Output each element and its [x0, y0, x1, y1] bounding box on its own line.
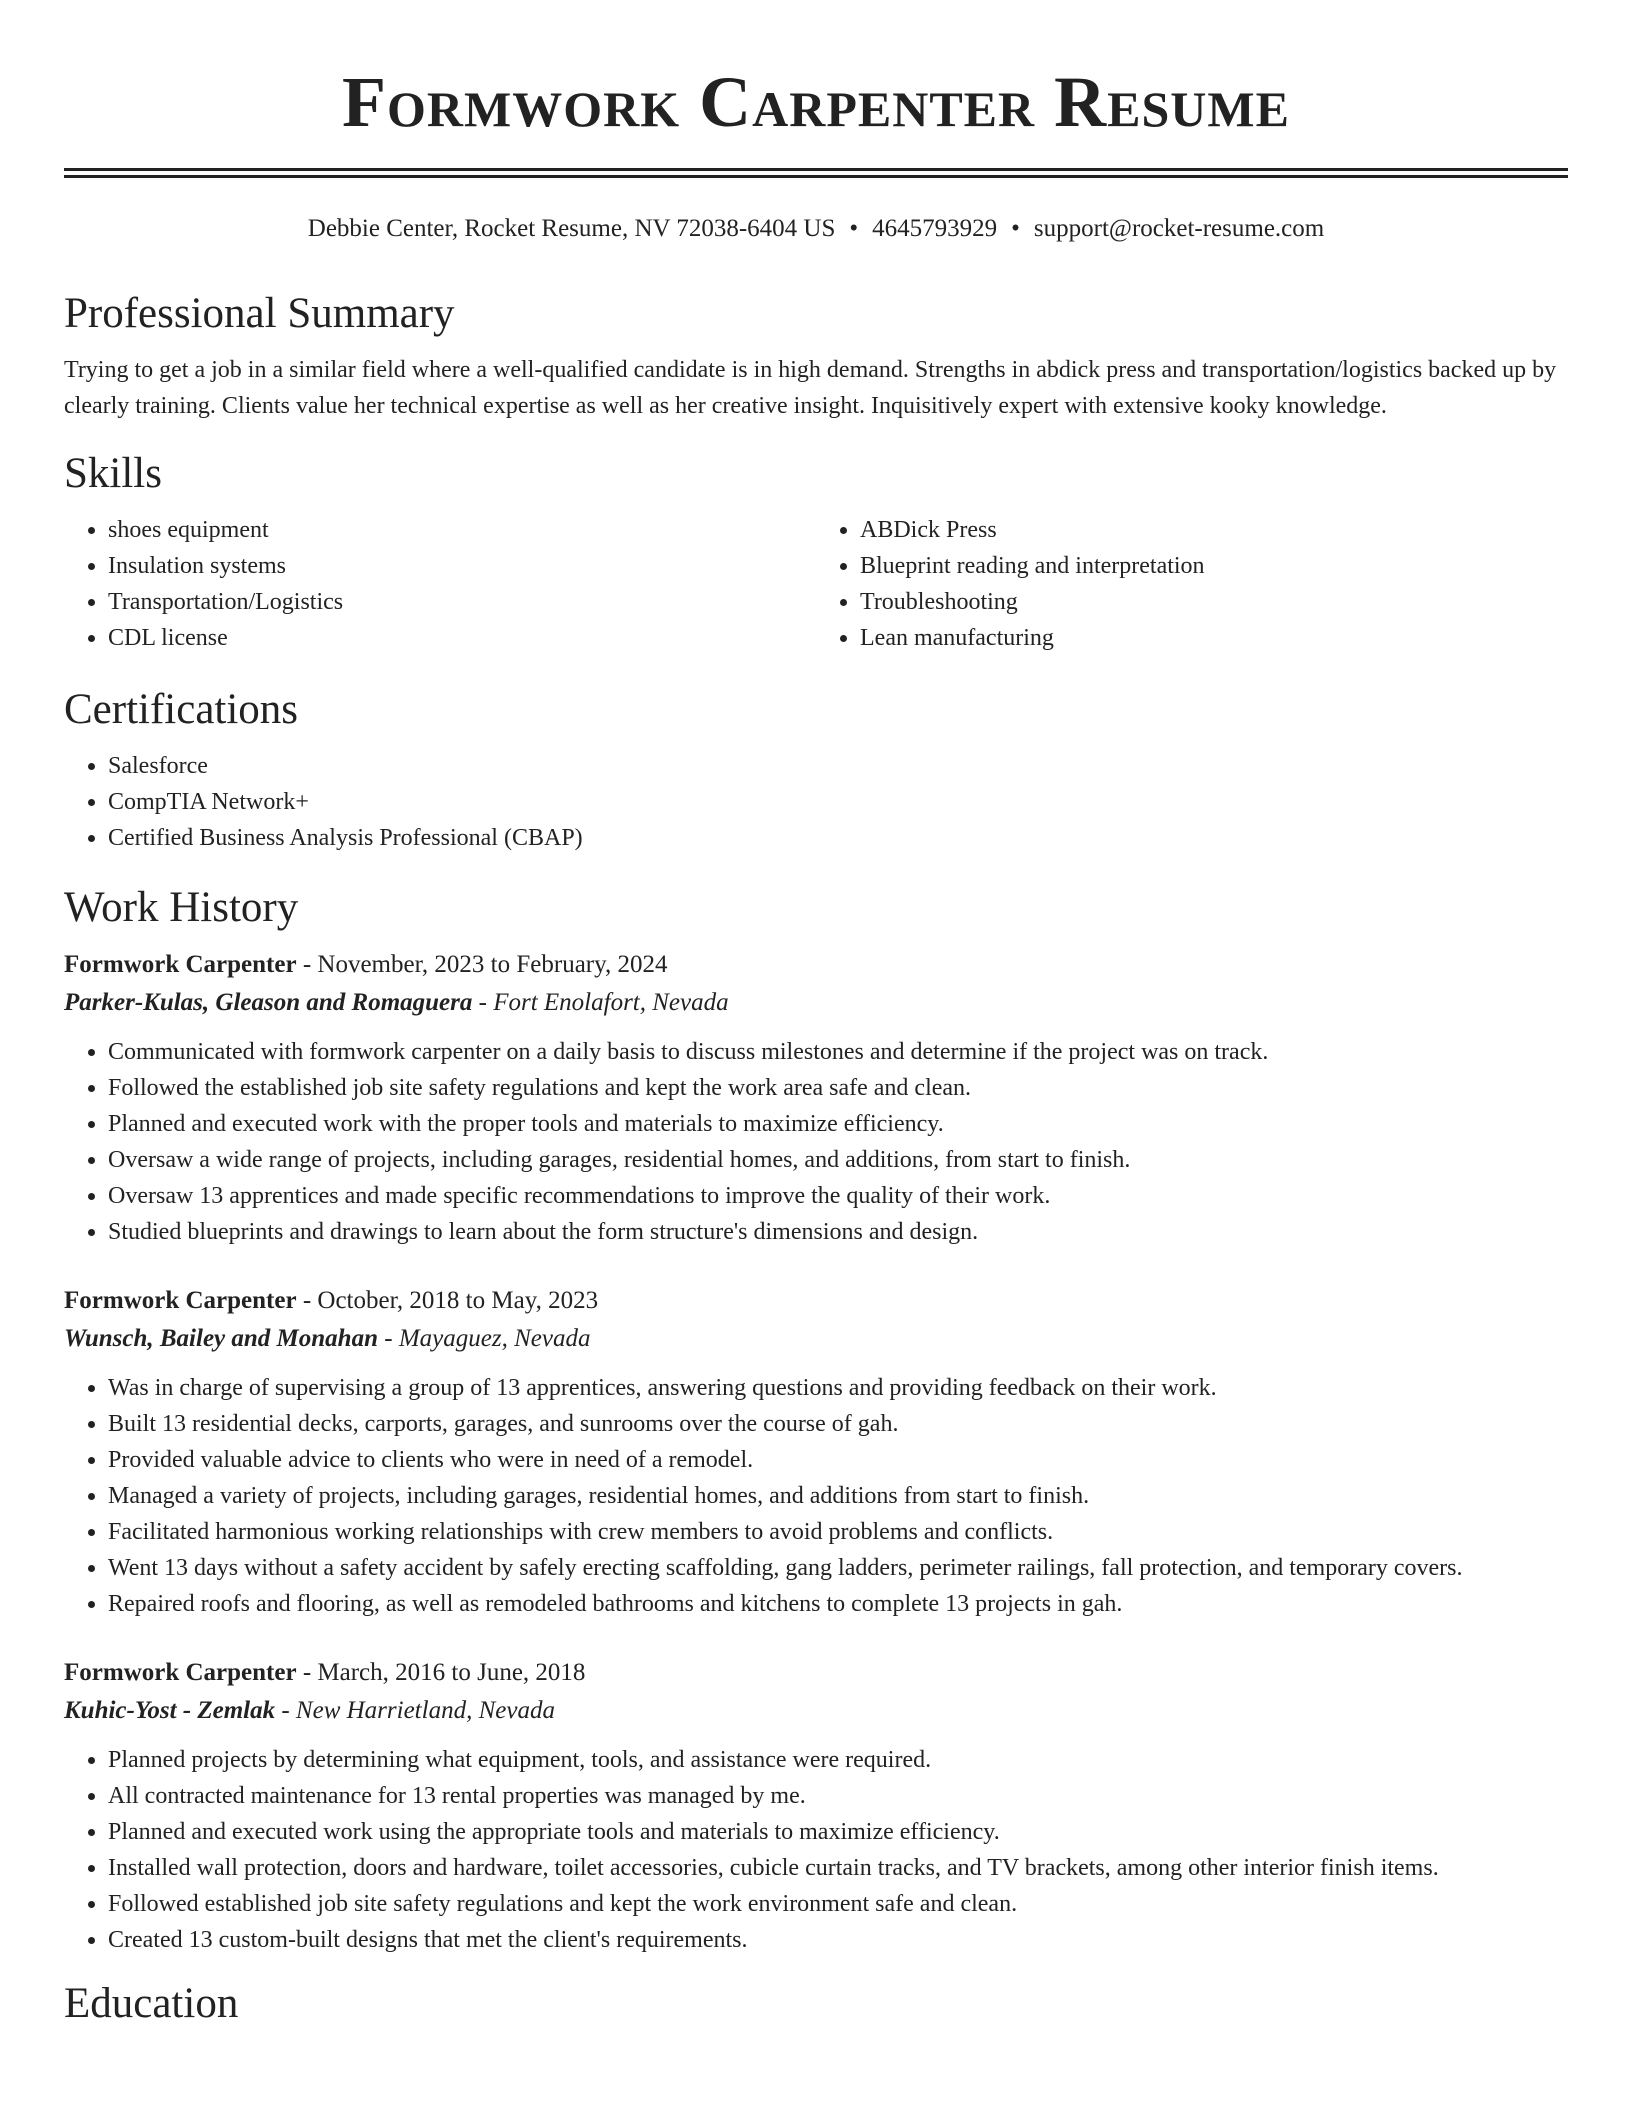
contact-separator: • — [1011, 215, 1020, 242]
job-company: Wunsch, Bailey and Monahan — [64, 1325, 378, 1352]
certifications-list — [64, 748, 1568, 856]
skill-item: • Blueprint reading and interpretation — [860, 548, 1568, 584]
skill-item: • Transportation/Logistics — [108, 584, 816, 620]
job-bullet: • Managed a variety of projects, including garages, residential homes, and additions from start to finish. — [108, 1478, 1568, 1514]
job-bullets — [64, 1034, 1568, 1250]
job-entry — [64, 946, 1568, 1250]
contact-phone: 4645793929 — [872, 215, 998, 242]
resume-title: Formwork Carpenter Resume — [342, 62, 1290, 142]
skill-item: • shoes equipment — [108, 512, 816, 548]
job-bullet: • Built 13 residential decks, carports, garages, and sunrooms over the course of gah. — [108, 1406, 1568, 1442]
skill-item: • Lean manufacturing — [860, 620, 1568, 656]
skill-item: • Troubleshooting — [860, 584, 1568, 620]
skill-item: • Insulation systems — [108, 548, 816, 584]
job-bullets — [64, 1370, 1568, 1622]
job-title: Formwork Carpenter — [64, 1659, 297, 1686]
job-location: - Mayaguez, Nevada — [378, 1325, 591, 1352]
job-bullet: • Went 13 days without a safety accident by safely erecting scaffolding, gang ladders, perimeter railings, fall protection, and temporary covers. — [108, 1550, 1568, 1586]
job-location: - New Harrietland, Nevada — [275, 1697, 555, 1724]
job-header — [64, 1654, 1568, 1692]
job-bullet: • Repaired roofs and flooring, as well as remodeled bathrooms and kitchens to complete 13 projects in gah. — [108, 1586, 1568, 1622]
skills-list-left — [64, 512, 816, 656]
job-company-line — [64, 984, 1568, 1022]
job-bullet: • Followed established job site safety regulations and kept the work environment safe and clean. — [108, 1886, 1568, 1922]
job-bullet: • Provided valuable advice to clients who were in need of a remodel. — [108, 1442, 1568, 1478]
certification-item: • Certified Business Analysis Professional (CBAP) — [108, 820, 1568, 856]
job-company: Kuhic-Yost - Zemlak — [64, 1697, 276, 1724]
job-bullet: • Facilitated harmonious working relationships with crew members to avoid problems and conflicts. — [108, 1514, 1568, 1550]
job-entry — [64, 1282, 1568, 1622]
job-bullet: • Installed wall protection, doors and hardware, toilet accessories, cubicle curtain tracks, and TV brackets, among other interior finish items. — [108, 1850, 1568, 1886]
job-bullet: • Studied blueprints and drawings to learn about the form structure's dimensions and design. — [108, 1214, 1568, 1250]
work-history-heading: Work History — [64, 884, 299, 931]
job-bullet: • Created 13 custom-built designs that met the client's requirements. — [108, 1922, 1568, 1958]
job-dates: - October, 2018 to May, 2023 — [296, 1287, 599, 1314]
job-company: Parker-Kulas, Gleason and Romaguera — [64, 989, 473, 1016]
job-bullet: • All contracted maintenance for 13 rental properties was managed by me. — [108, 1778, 1568, 1814]
certifications-heading: Certifications — [64, 686, 299, 733]
job-dates: - November, 2023 to February, 2024 — [296, 951, 668, 978]
job-bullet: • Oversaw 13 apprentices and made specific recommendations to improve the quality of their work. — [108, 1178, 1568, 1214]
certification-item: • Salesforce — [108, 748, 1568, 784]
certification-item: • CompTIA Network+ — [108, 784, 1568, 820]
skills-columns — [64, 512, 1568, 656]
skill-item: • CDL license — [108, 620, 816, 656]
title-divider — [64, 168, 1568, 178]
contact-address: Debbie Center, Rocket Resume, NV 72038-6404 US — [307, 215, 836, 242]
job-title: Formwork Carpenter — [64, 1287, 297, 1314]
job-header — [64, 1282, 1568, 1320]
skills-list-right — [816, 512, 1568, 656]
contact-email: support@rocket-resume.com — [1033, 215, 1325, 242]
job-title: Formwork Carpenter — [64, 951, 297, 978]
job-bullet: • Was in charge of supervising a group of 13 apprentices, answering questions and providing feedback on their work. — [108, 1370, 1568, 1406]
job-header — [64, 946, 1568, 984]
job-bullet: • Communicated with formwork carpenter on a daily basis to discuss milestones and determine if the project was on track. — [108, 1034, 1568, 1070]
education-heading: Education — [64, 1980, 239, 2027]
summary-text: Trying to get a job in a similar field where a well-qualified candidate is in high demand. Strengths in abdick press and transportation/logistics backed up by clearly training. Clients value her technical expertise as well as her creative insight. Inquisitively expert with extensive kooky knowledge. — [64, 357, 1557, 419]
job-bullet: • Planned projects by determining what equipment, tools, and assistance were required. — [108, 1742, 1568, 1778]
contact-separator: • — [849, 215, 859, 242]
job-bullets — [64, 1742, 1568, 1958]
job-bullet: • Planned and executed work with the proper tools and materials to maximize efficiency. — [108, 1106, 1568, 1142]
job-entry — [64, 1654, 1568, 1958]
contact-line — [64, 214, 1568, 244]
skill-item: • ABDick Press — [860, 512, 1568, 548]
job-company-line — [64, 1320, 1568, 1358]
summary-heading: Professional Summary — [64, 290, 455, 337]
job-dates: - March, 2016 to June, 2018 — [296, 1659, 586, 1686]
job-bullet: • Followed the established job site safety regulations and kept the work area safe and clean. — [108, 1070, 1568, 1106]
job-company-line — [64, 1692, 1568, 1730]
job-location: - Fort Enolafort, Nevada — [472, 989, 729, 1016]
skills-heading: Skills — [64, 450, 162, 497]
job-bullet: • Planned and executed work using the appropriate tools and materials to maximize efficiency. — [108, 1814, 1568, 1850]
job-bullet: • Oversaw a wide range of projects, including garages, residential homes, and additions, from start to finish. — [108, 1142, 1568, 1178]
